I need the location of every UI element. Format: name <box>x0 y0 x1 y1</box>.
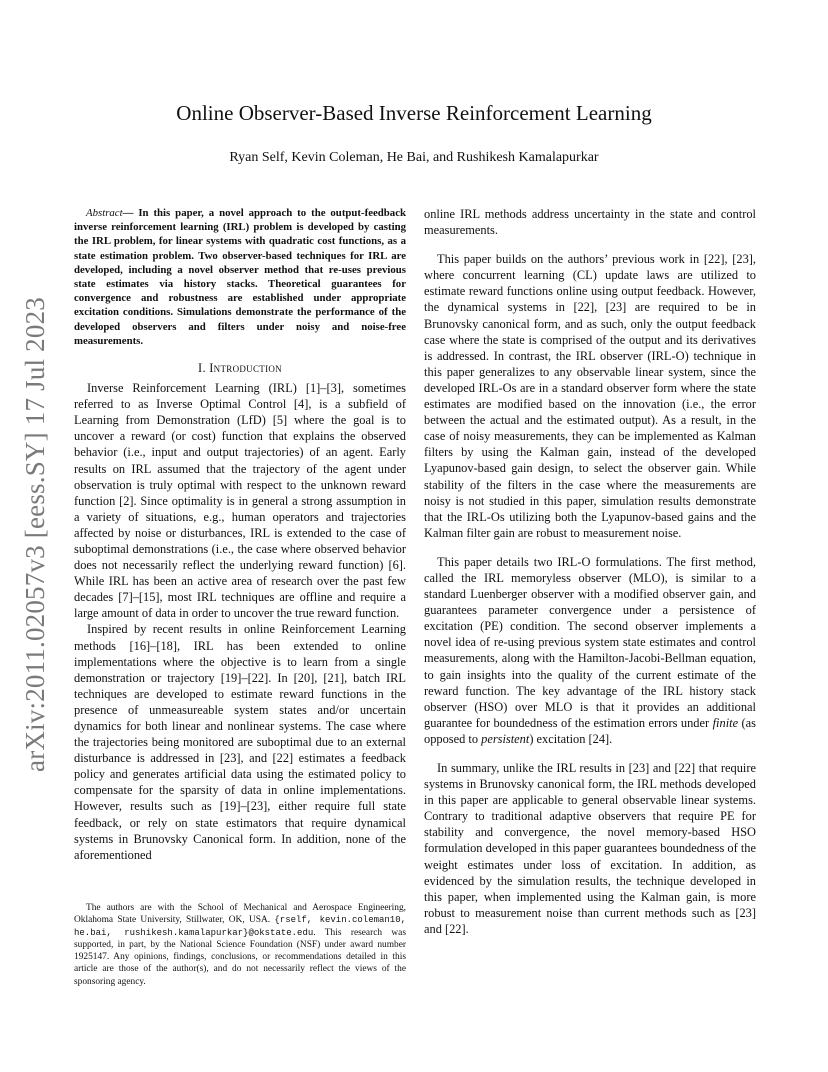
right-paragraph-3 <box>424 554 756 747</box>
right-paragraph-4: In summary, unlike the IRL results in [23] and [22] that require systems in Brunovsky canonical form, the IRL methods developed in this paper are applicable to general observable linear systems. Contrary to traditional adaptive observers that require PE for stability and convergence, the novel memory-based HSO formulation developed in this paper guarantees boundedness of the weight estimates under loss of excitation. In addition, as evidenced by the simulation results, the technique developed in this paper, when implemented using the Kalman gain, is more robust to measurement noise than current methods such as [23] and [22]. <box>424 761 756 936</box>
right-paragraph-1: online IRL methods address uncertainty in the state and control measurements. <box>424 207 756 238</box>
left-column <box>74 206 406 863</box>
arxiv-identifier <box>4 288 66 780</box>
right-paragraph-3-text: This paper details two IRL-O formulations. The first method, called the IRL memoryless observer (MLO), is similar to a standard Luenberger observer with a modified observer gain, and guarantees parameter convergence under a persistence of excitation (PE) condition. The second observer implements a novel idea of re-using previous system state estimates and control measurements, along with the Hamilton-Jacobi-Bellman equation, to gain insights into the quality of the current estimate of the reward function. The key advantage of the IRL history stack observer (HSO) over MLO is that it provides an additional guarantee for boundedness of the estimation errors under <box>424 554 756 730</box>
hso-tail-mid: (as opposed to <box>424 715 757 746</box>
section-title: Introduction <box>209 361 282 376</box>
intro-paragraph-2: Inspired by recent results in online Reinforcement Learning methods [16]–[18], IRL has been extended to online implementations where the objective is to learn from a single demonstration or trajectory [19]–[22]. In [20], [21], batch IRL techniques are developed to estimate reward functions in the presence of unmeasureable system states and/or uncertain dynamics for both linear and nonlinear systems. The case where the trajectories being monitored are suboptimal due to an external disturbance is addressed in [23], and [22] estimates a feedback policy and generates artificial data using the estimated policy to compensate for the sparsity of data in online implementations. However, results such as [19]–[23], either require full state feedback, or rely on state estimators that require dynamical systems in Brunovsky Canonical form. In addition, none of the aforementioned <box>74 622 406 862</box>
paper-title: Online Observer-Based Inverse Reinforcement Learning <box>176 101 652 125</box>
intro-paragraph-1: Inverse Reinforcement Learning (IRL) [1]–[3], sometimes referred to as Inverse Optimal Control [4], is a subfield of Learning from Demonstration (LfD) [5] where the goal is to uncover a reward (or cost) function that explains the observed behavior (i.e., input and output trajectories) of an agent. Early results on IRL assumed that the trajectory of the agent under observation is truly optimal with respect to the unknown reward function [2]. Since optimality is in general a strong assumption in a variety of situations, e.g., human operators and trajectories affected by noise or disturbances, IRL is extended to the case of suboptimal demonstrations (i.e., the case where observed behavior does not necessarily reflect the underlying reward function) [6]. While IRL has been an active area of research over the past few decades [7]–[15], most IRL techniques are offline and require a large amount of data in order to uncover the true reward function. <box>74 381 406 621</box>
abstract: Abstract— In this paper, a novel approach to the output-feedback inverse reinforcement learning (IRL) problem is developed by casting the IRL problem, for linear systems with quadratic cost functions, as a state estimation problem. Two observer-based techniques for IRL are developed, including a novel observer method that re-uses previous state estimates via history stacks. Theoretical guarantees for convergence and robustness are established under appropriate excitation conditions. Simulations demonstrate the performance of the developed observers and filters under noisy and noise-free measurements. <box>74 207 406 347</box>
abstract-text: In this paper, a novel approach to the output-feedback inverse reinforcement learning (IRL) problem is developed by casting the IRL problem, for linear systems with quadratic cost functions, as a state estimation problem. Two observer-based techniques for IRL are developed, including a novel observer method that re-uses previous state estimates via history stacks. Theoretical guarantees for convergence and robustness are established under appropriate excitation conditions. Simulations demonstrate the performance of the developed observers and filters under noisy and noise-free measurements. <box>74 207 406 347</box>
affiliation-footnote <box>74 902 406 988</box>
footnote-text-1: The authors are with the School of Mechanical and Aerospace Engineering, Oklahoma State University, Stillwater, OK, USA. <box>74 903 406 926</box>
footnote-text-2: . This research was supported, in part, by the National Science Foundation (NSF) under award number 1925147. Any opinions, findings, conclusions, or recommendations detailed in this article are those of the author(s), and do not necessarily reflect the views of the sponsoring agency. <box>74 927 406 987</box>
abstract-label: Abstract <box>86 207 123 219</box>
emphasis-finite: finite <box>712 715 739 730</box>
footnote-emails: {rself, kevin.coleman10, he.bai, rushikesh.kamalapurkar}@okstate.edu <box>74 915 406 938</box>
emphasis-persistent: persistent <box>481 731 530 746</box>
arxiv-identifier-text: arXiv:2011.02057v3 [eess.SY] 17 Jul 2023 <box>19 296 50 772</box>
section-heading-introduction <box>74 360 406 376</box>
right-column <box>424 206 756 937</box>
section-numeral: I. <box>198 361 206 376</box>
author-list: Ryan Self, Kevin Coleman, He Bai, and Rushikesh Kamalapurkar <box>229 150 599 165</box>
hso-tail-end: ) excitation [24]. <box>529 731 613 746</box>
right-paragraph-2: This paper builds on the authors’ previous work in [22], [23], where concurrent learning (CL) update laws are utilized to estimate reward functions online using output feedback. However, the dynamical systems in [22], [23] are required to be in Brunovsky canonical form, and as such, only the output feedback case where the state is comprised of the output and its derivatives is addressed. In contrast, the IRL observer (IRL-O) technique in this paper generalizes to any observable linear system, since the developed IRL-Os are in a standard observer form where the state estimates are modified based on the innovation (i.e., the error between the actual and the estimated output). As a result, in the case of noisy measurements, they can be implemented as Kalman filters by using the Kalman gain, instead of the developed Lyapunov-based gain design, to select the observer gain. While stability of the filters in the case where the measurements are noisy is not studied in this paper, simulation results demonstrate that the IRL-Os utilizing both the Lyapunov-based gains and the Kalman filter gain are robust to measurement noise. <box>424 252 756 540</box>
